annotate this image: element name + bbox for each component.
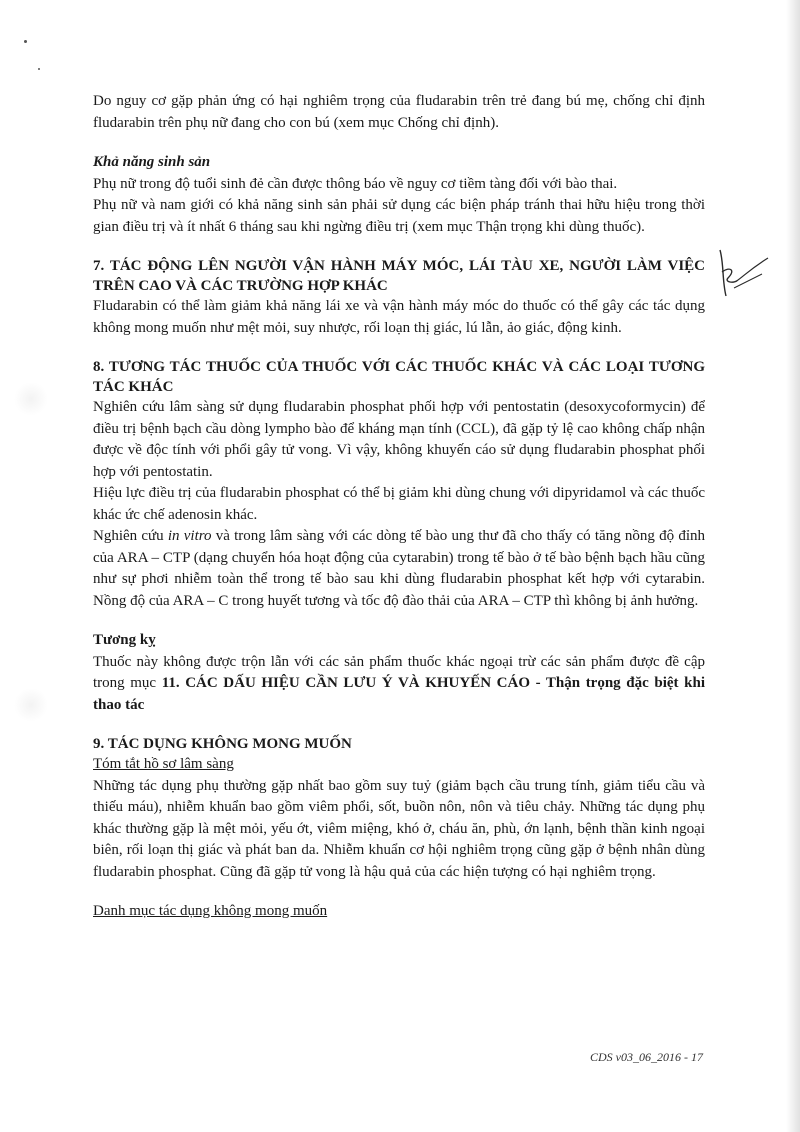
paragraph-section-8-3 — [93, 526, 705, 612]
text-run: Nghiên cứu — [93, 528, 168, 544]
scan-speck — [24, 40, 27, 43]
text-run-italic: in vitro — [167, 528, 212, 544]
paragraph-breastfeeding: Do nguy cơ gặp phản ứng có hại nghiêm trọng của fludarabin trên trẻ đang bú mẹ, chống chỉ định fludarabin trên phụ nữ đang cho con bú (xem mục Chống chỉ định). — [93, 93, 705, 131]
heading-incompatibility: Tương kỵ — [93, 632, 156, 648]
initials-signature — [712, 244, 772, 304]
paragraph-incompatibility — [93, 652, 705, 717]
paragraph-section-8-1: Nghiên cứu lâm sàng sử dụng fludarabin phosphat phối hợp với pentostatin (desoxycoformycin) để điều trị bệnh bạch cầu dòng lympho bào để kháng mạn tính (CCL), đã gặp tỷ lệ cao không chấp nhận được về độc tính với phổi gây tử vong. Vì vậy, không khuyến cáo sử dụng fludarabin phosphat phối hợp với pentostatin. — [93, 399, 705, 480]
paragraph-section-7: Fludarabin có thể làm giảm khả năng lái xe và vận hành máy móc do thuốc có thể gây các tác dụng không mong muốn như mệt mỏi, suy nhược, rối loạn thị giác, lú lẫn, ảo giác, động kinh. — [93, 298, 705, 336]
scan-speck — [38, 68, 40, 70]
paragraph-section-9: Những tác dụng phụ thường gặp nhất bao gồm suy tuỷ (giảm bạch cầu trung tính, giảm tiểu cầu và thiếu máu), nhiễm khuẩn bao gồm viêm phổi, sốt, buồn nôn, nôn và tiêu chảy. Những tác dụng phụ khác thường gặp là mệt mỏi, yếu ớt, viêm miệng, khó ở, cháu ăn, phù, ớn lạnh, bệnh thần kinh ngoại biên, rối loạn thị giác và phát ban da. Nhiễm khuẩn cơ hội nghiêm trọng cũng gặp ở bệnh nhân dùng fludarabin phosphat. Cũng đã gặp tử vong là hậu quả của các hiện tượng có hại nghiêm trọng. — [93, 777, 705, 880]
text-run: Thuốc này không được trộn lẫn với các sản phẩm thuốc khác ngoại trừ các sản phẩm được đề cập trong mục — [93, 653, 705, 691]
heading-fertility: Khả năng sinh sản — [93, 154, 211, 170]
subheading-adverse-list: Danh mục tác dụng không mong muốn — [93, 903, 328, 919]
heading-section-8: 8. TƯƠNG TÁC THUỐC CỦA THUỐC VỚI CÁC THUỐC KHÁC VÀ CÁC LOẠI TƯƠNG TÁC KHÁC — [93, 359, 705, 395]
document-body — [93, 91, 705, 923]
subheading-clinical-summary: Tóm tắt hồ sơ lâm sàng — [93, 756, 234, 772]
scan-edge-shadow — [786, 0, 800, 1132]
page-footer: CDS v03_06_2016 - 17 — [590, 1050, 703, 1064]
text-run: và trong lâm sàng với các dòng tế bào ung thư đã cho thấy có tăng nồng độ đỉnh của ARA – CTP (dạng chuyển hóa hoạt động của cytarabin) trong tế bào ở tế bào bệnh bạch hầu cũng như sự phơi nhiễm toàn thể trong tế bào sau khi dùng fludarabin phosphat kết hợp với cytarabin. Nồng độ của ARA – C trong huyết tương và tốc độ đào thải của ARA – CTP thì không bị ảnh hưởng. — [93, 528, 705, 609]
paragraph-fertility-1: Phụ nữ trong độ tuổi sinh đẻ cần được thông báo về nguy cơ tiềm tàng đối với bào thai. — [93, 175, 618, 192]
text-run-bold: 11. CÁC DẤU HIỆU CẦN LƯU Ý VÀ KHUYẾN CÁO - Thận trọng đặc biệt khi thao tác — [93, 675, 705, 713]
punch-hole-mark — [14, 382, 48, 416]
paragraph-section-8-2: Hiệu lực điều trị của fludarabin phosphat có thể bị giảm khi dùng chung với dipyridamol và các thuốc khác ức chế adenosin khác. — [93, 485, 705, 523]
heading-section-7: 7. TÁC ĐỘNG LÊN NGƯỜI VẬN HÀNH MÁY MÓC, LÁI TÀU XE, NGƯỜI LÀM VIỆC TRÊN CAO VÀ CÁC TRƯỜNG HỢP KHÁC — [93, 258, 705, 294]
heading-section-9: 9. TÁC DỤNG KHÔNG MONG MUỐN — [93, 736, 352, 752]
punch-hole-mark — [14, 688, 48, 722]
paragraph-fertility-2: Phụ nữ và nam giới có khả năng sinh sản phải sử dụng các biện pháp tránh thai hữu hiệu trong thời gian điều trị và ít nhất 6 tháng sau khi ngừng điều trị (xem mục Thận trọng khi dùng thuốc). — [93, 197, 705, 235]
